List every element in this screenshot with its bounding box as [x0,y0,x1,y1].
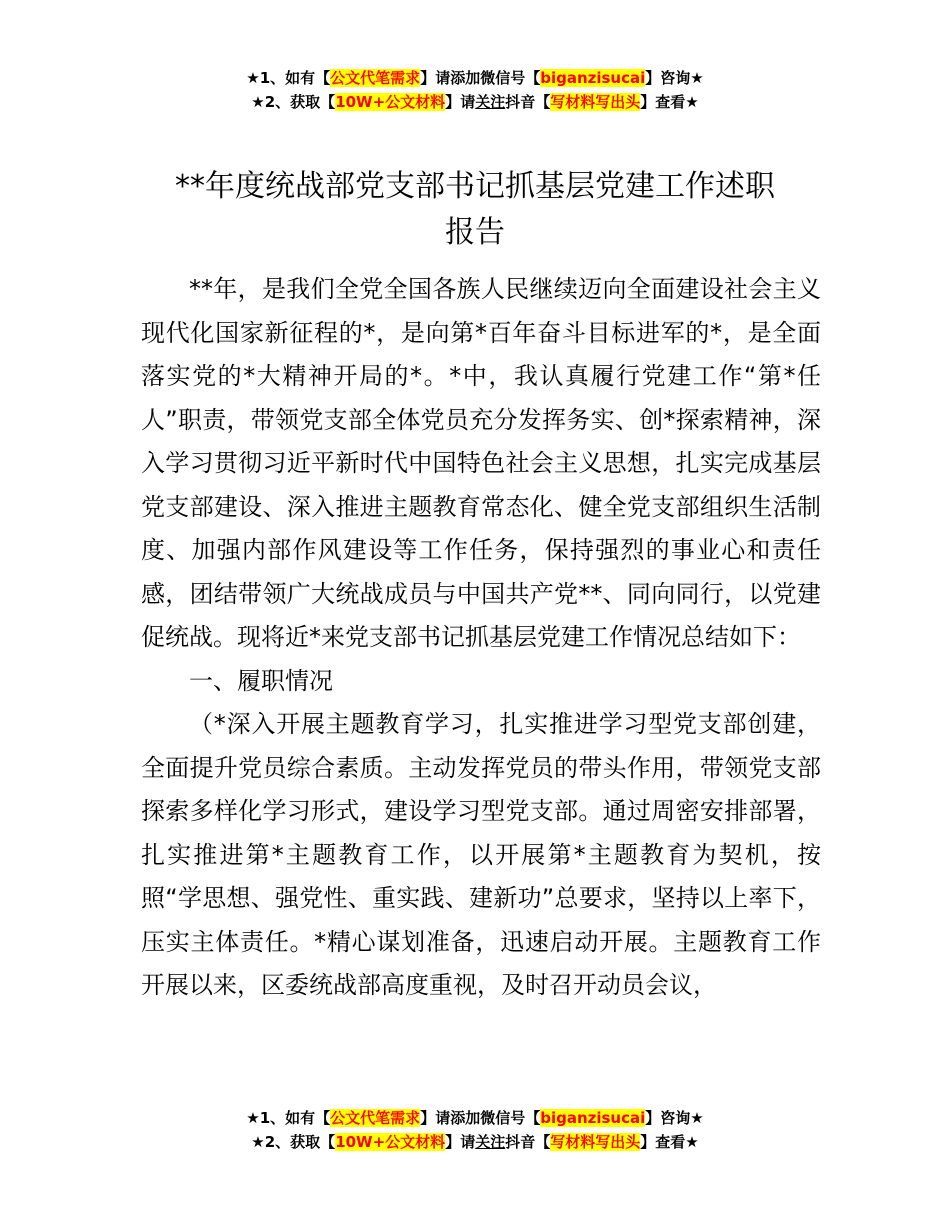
highlight-douyin: 写材料写出头 [550,93,641,111]
highlight-materials: 10W+公文材料 [335,1133,446,1151]
banner-line-1: ★1、如有【公文代笔需求】请添加微信号【biganzisucai】咨询★ [246,1109,704,1127]
highlight-douyin: 写材料写出头 [550,1133,641,1151]
title-line-2: 报告 [445,215,505,250]
highlight-wechat-id: biganzisucai [540,69,646,87]
paragraph-section-1: （*深入开展主题教育学习，扎实推进学习型党支部创建，全面提升党员综合素质。主动发挥党员的带头作用，带领党支部探索多样化学习形式，建设学习型党支部。通过周密安排部署，扎实推进第*主题教育工作，以开展第*主题教育为契机，按照“学思想、强党性、重实践、建新功”总要求，坚持以上率下，压实主体责任。*精心谋划准备，迅速启动开展。主题教育工作开展以来，区委统战部高度重视，及时召开动员会议， [141,710,821,999]
underlined-follow: 关注 [475,93,506,111]
document-title [100,164,850,256]
highlight-service: 公文代笔需求 [330,1109,421,1127]
banner-line-2: ★2、获取【10W+公文材料】请关注抖音【写材料写出头】查看★ [251,93,699,111]
paragraph-intro: **年，是我们全党全国各族人民继续迈向全面建设社会主义现代化国家新征程的*，是向第*百年奋斗目标进军的*，是全面落实党的*大精神开局的*。*中，我认真履行党建工作“第*任人”职责，带领党支部全体党员充分发挥务实、创*探索精神，深入学习贯彻习近平新时代中国特色社会主义思想，扎实完成基层党支部建设、深入推进主题教育常态化、健全党支部组织生活制度、加强内部作风建设等工作任务，保持强烈的事业心和责任感，团结带领广大统战成员与中国共产党**、同向同行，以党建促统战。现将近*来党支部书记抓基层党建工作情况总结如下： [141,275,821,651]
highlight-service: 公文代笔需求 [330,69,421,87]
underlined-follow: 关注 [475,1133,506,1151]
banner-line-2: ★2、获取【10W+公文材料】请关注抖音【写材料写出头】查看★ [251,1133,699,1151]
section-heading: 一、履职情况 [189,666,333,695]
highlight-materials: 10W+公文材料 [335,93,446,111]
title-line-1: **年度统战部党支部书记抓基层党建工作述职 [175,169,775,204]
banner-line-1: ★1、如有【公文代笔需求】请添加微信号【biganzisucai】咨询★ [246,69,704,87]
highlight-wechat-id: biganzisucai [540,1109,646,1127]
header-banner [0,66,950,114]
footer-banner [0,1106,950,1154]
document-body [141,268,821,1008]
